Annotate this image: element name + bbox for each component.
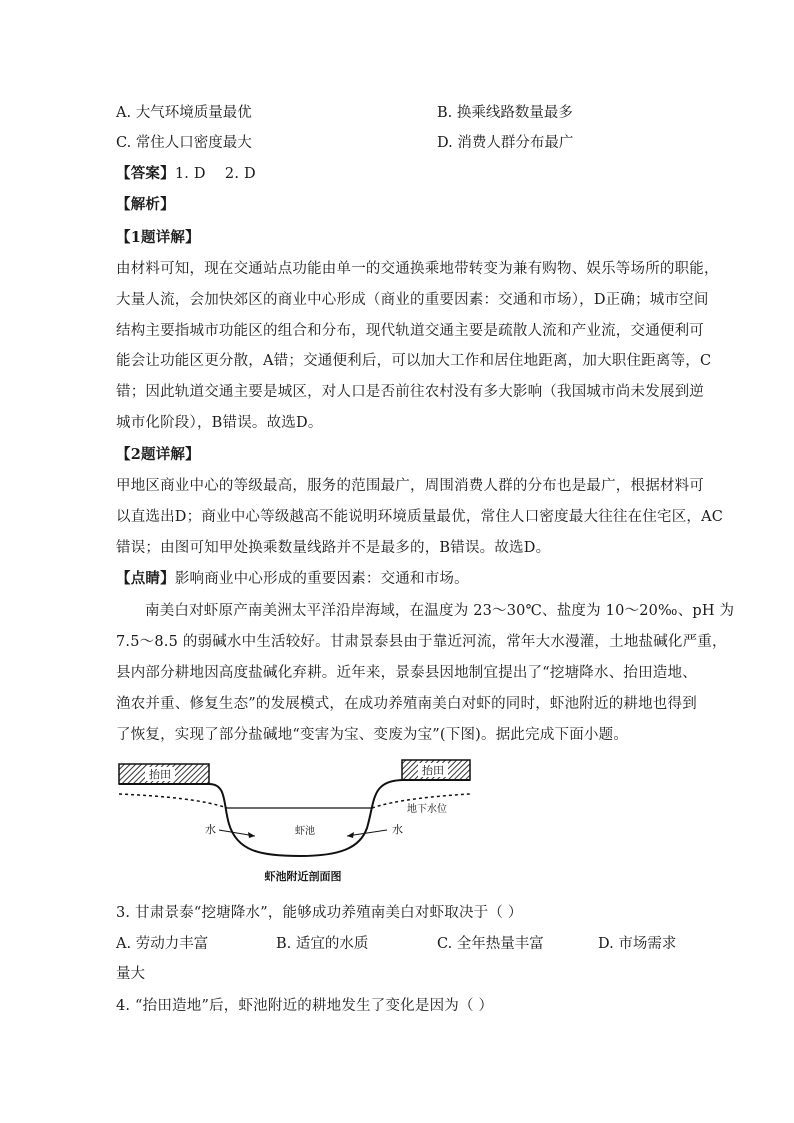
answer-label: 【答案】 [116,165,175,182]
ground-surface [119,780,470,856]
groundwater-label: 地下水位 [407,804,447,815]
pond-cross-section-figure [115,756,475,886]
q1-line-5: 错；因此轨道交通主要是城区，对人口是否前往农村没有多大影响（我国城市尚未发展到逆 [116,384,704,400]
option-a: A. 大气环境质量最优 [116,105,252,121]
water-right-label: 水 [392,823,403,836]
q1-line-2: 大量人流，会加快郊区的商业中心形成（商业的重要因素：交通和市场），D正确；城市空间 [116,292,709,308]
material-line-1: 南美白对虾原产南美洲太平洋沿岸海域，在温度为 23～30℃、盐度为 10～20‰、pH 为 [145,603,735,619]
q2-label: 【2题详解】 [116,446,200,463]
material-line-2: 7.5～8.5 的弱碱水中生活较好。甘肃景泰县由于靠近河流，常年大水漫灌，土地盐碱化严重， [116,634,727,650]
q3-stem: 3. 甘肃景泰“挖塘降水”，能够成功养殖南美白对虾取决于（ ） [116,905,523,921]
q1-line-1: 由材料可知，现在交通站点功能由单一的交通换乘地带转变为兼有购物、娱乐等场所的职能， [116,261,719,277]
q2-line-3: 错误；由图可知甲处换乘数量线路并不是最多的，B错误。故选D。 [116,540,551,556]
right-field-label: 抬田 [422,764,444,777]
pond-label: 虾池 [295,826,315,837]
q3-option-c: C. 全年热量丰富 [437,936,544,952]
material-line-5: 了恢复，实现了部分盐碱地“变害为宝、变废为宝”(下图)。据此完成下面小题。 [116,727,629,743]
q2-line-2: 以直选出D；商业中心等级越高不能说明环境质量最优，常住人口密度最大往往在住宅区，AC [116,509,724,525]
figure-caption: 虾池附近剖面图 [264,870,342,883]
tip-label: 【点睛】 [116,570,175,587]
option-b: B. 换乘线路数量最多 [437,105,573,121]
q1-line-6: 城市化阶段），B错误。故选D。 [116,415,323,431]
q1-line-4: 能会让功能区更分散，A错；交通便利后，可以加大工作和居住地距离，加大职住距离等，C [116,353,712,369]
answer-text: 1. D 2. D [174,166,256,182]
answer-line [116,164,256,184]
q3-option-d-continued: 量大 [116,966,145,982]
left-field-label: 抬田 [149,768,171,781]
water-left-label: 水 [205,823,216,836]
q3-option-b: B. 适宜的水质 [276,936,369,952]
option-c: C. 常住人口密度最大 [116,135,252,151]
q3-option-a: A. 劳动力丰富 [116,936,209,952]
q2-line-1: 甲地区商业中心的等级最高，服务的范围最广，周围消费人群的分布也是最广，根据材料可 [116,478,704,494]
option-d: D. 消费人群分布最广 [437,135,574,151]
q1-label: 【1题详解】 [116,229,200,246]
q4-stem: 4. “抬田造地”后，虾池附近的耕地发生了变化是因为（ ） [116,998,494,1014]
tip-text: 影响商业中心形成的重要因素：交通和市场。 [174,571,469,587]
material-line-3: 县内部分耕地因高度盐碱化弃耕。近年来，景泰县因地制宜提出了“挖塘降水、抬田造地、 [116,665,697,681]
analysis-label: 【解析】 [116,196,175,213]
tip-line [116,569,469,589]
material-line-4: 渔农并重、修复生态”的发展模式，在成功养殖南美白对虾的同时，虾池附近的耕地也得到 [116,696,697,712]
q3-option-d: D. 市场需求 [598,936,677,952]
q1-line-3: 结构主要指城市功能区的组合和分布，现代轨道交通主要是疏散人流和产业流，交通便利可 [116,323,704,339]
